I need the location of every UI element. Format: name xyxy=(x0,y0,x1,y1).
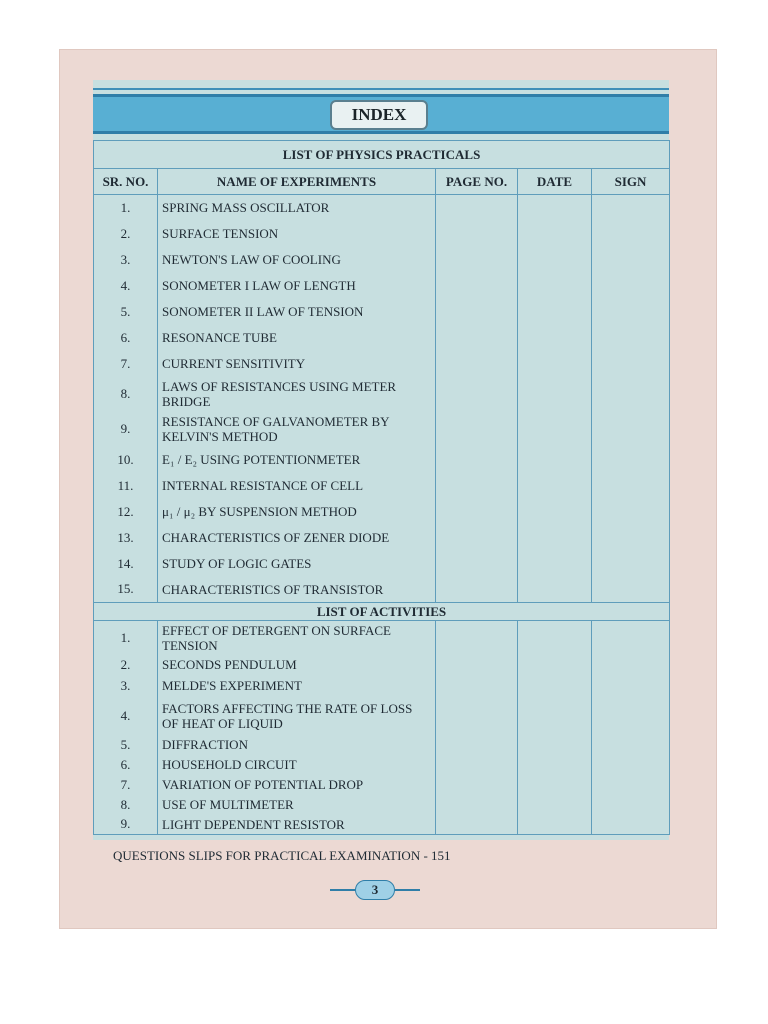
sr-number: 14. xyxy=(94,551,158,577)
practical-row xyxy=(94,299,670,325)
page-title: INDEX xyxy=(330,100,428,130)
page-no-cell xyxy=(436,273,518,299)
date-cell xyxy=(518,621,592,655)
date-cell xyxy=(518,499,592,525)
experiment-name: LAWS OF RESISTANCES USING METER BRIDGE xyxy=(158,377,436,412)
page-no-cell xyxy=(436,525,518,551)
sign-cell xyxy=(592,499,670,525)
experiment-name: SPRING MASS OSCILLATOR xyxy=(158,195,436,221)
date-cell xyxy=(518,221,592,247)
col-sr-no: SR. NO. xyxy=(94,169,158,195)
sr-number: 1. xyxy=(94,195,158,221)
sign-cell xyxy=(592,525,670,551)
experiment-name: CHARACTERISTICS OF ZENER DIODE xyxy=(158,525,436,551)
date-cell xyxy=(518,325,592,351)
sr-number: 4. xyxy=(94,273,158,299)
practical-row xyxy=(94,473,670,499)
sign-cell xyxy=(592,551,670,577)
col-name: NAME OF EXPERIMENTS xyxy=(158,169,436,195)
decorative-rule xyxy=(330,889,355,891)
date-cell xyxy=(518,299,592,325)
practical-row xyxy=(94,412,670,447)
practical-row xyxy=(94,351,670,377)
activity-row xyxy=(94,815,670,835)
sign-cell xyxy=(592,655,670,675)
sr-number: 3. xyxy=(94,675,158,697)
date-cell xyxy=(518,412,592,447)
physics-section-title: LIST OF PHYSICS PRACTICALS xyxy=(94,141,670,169)
page-no-cell xyxy=(436,325,518,351)
activity-row xyxy=(94,735,670,755)
sign-cell xyxy=(592,247,670,273)
date-cell xyxy=(518,247,592,273)
col-sign: SIGN xyxy=(592,169,670,195)
sr-number: 8. xyxy=(94,377,158,412)
experiment-name: VARIATION OF POTENTIAL DROP xyxy=(158,775,436,795)
experiment-name: DIFFRACTION xyxy=(158,735,436,755)
sr-number: 8. xyxy=(94,795,158,815)
col-date: DATE xyxy=(518,169,592,195)
date-cell xyxy=(518,655,592,675)
page-no-cell xyxy=(436,697,518,735)
sr-number: 2. xyxy=(94,221,158,247)
experiment-name: USE OF MULTIMETER xyxy=(158,795,436,815)
page-no-cell xyxy=(436,473,518,499)
page-no-cell xyxy=(436,551,518,577)
page-no-cell xyxy=(436,195,518,221)
col-page-no: PAGE NO. xyxy=(436,169,518,195)
sr-number: 13. xyxy=(94,525,158,551)
experiment-name: EFFECT OF DETERGENT ON SURFACE TENSION xyxy=(158,621,436,655)
physics-section-header xyxy=(94,141,670,169)
sign-cell xyxy=(592,755,670,775)
page-no-cell xyxy=(436,655,518,675)
date-cell xyxy=(518,447,592,473)
page-no-cell xyxy=(436,351,518,377)
sign-cell xyxy=(592,815,670,835)
experiment-name: INTERNAL RESISTANCE OF CELL xyxy=(158,473,436,499)
practical-row xyxy=(94,195,670,221)
page-no-cell xyxy=(436,675,518,697)
sr-number: 6. xyxy=(94,325,158,351)
page-no-cell xyxy=(436,412,518,447)
page-no-cell xyxy=(436,735,518,755)
footer-note: QUESTIONS SLIPS FOR PRACTICAL EXAMINATION - 151 xyxy=(113,848,451,863)
index-table xyxy=(93,140,670,835)
decorative-rule xyxy=(395,889,420,891)
page-number: 3 xyxy=(355,880,395,900)
activity-row xyxy=(94,675,670,697)
date-cell xyxy=(518,755,592,775)
sr-number: 9. xyxy=(94,815,158,835)
experiment-name: RESISTANCE OF GALVANOMETER BY KELVIN'S METHOD xyxy=(158,412,436,447)
page-no-cell xyxy=(436,499,518,525)
sr-number: 7. xyxy=(94,775,158,795)
page-no-cell xyxy=(436,299,518,325)
activity-row xyxy=(94,775,670,795)
sr-number: 5. xyxy=(94,299,158,325)
experiment-name: μ₁ / μ₂ BY SUSPENSION METHOD xyxy=(158,499,436,525)
sign-cell xyxy=(592,447,670,473)
sign-cell xyxy=(592,675,670,697)
page-no-cell xyxy=(436,377,518,412)
activities-section-header xyxy=(94,603,670,621)
page-no-cell xyxy=(436,621,518,655)
decorative-rule xyxy=(93,88,669,90)
date-cell xyxy=(518,675,592,697)
activity-row xyxy=(94,755,670,775)
experiment-name: NEWTON'S LAW OF COOLING xyxy=(158,247,436,273)
page-no-cell xyxy=(436,247,518,273)
practical-row xyxy=(94,577,670,603)
practical-row xyxy=(94,325,670,351)
activity-row xyxy=(94,795,670,815)
sign-cell xyxy=(592,221,670,247)
experiment-name: CHARACTERISTICS OF TRANSISTOR xyxy=(158,577,436,603)
experiment-name: CURRENT SENSITIVITY xyxy=(158,351,436,377)
sr-number: 15. xyxy=(94,577,158,603)
practical-row xyxy=(94,447,670,473)
experiment-name: MELDE'S EXPERIMENT xyxy=(158,675,436,697)
sr-number: 5. xyxy=(94,735,158,755)
experiment-name: RESONANCE TUBE xyxy=(158,325,436,351)
experiment-name: SURFACE TENSION xyxy=(158,221,436,247)
sr-number: 7. xyxy=(94,351,158,377)
sign-cell xyxy=(592,621,670,655)
column-header-row xyxy=(94,169,670,195)
sr-number: 10. xyxy=(94,447,158,473)
sign-cell xyxy=(592,795,670,815)
experiment-name: STUDY OF LOGIC GATES xyxy=(158,551,436,577)
date-cell xyxy=(518,735,592,755)
sign-cell xyxy=(592,412,670,447)
sign-cell xyxy=(592,473,670,499)
sr-number: 1. xyxy=(94,621,158,655)
date-cell xyxy=(518,551,592,577)
experiment-name: SONOMETER II LAW OF TENSION xyxy=(158,299,436,325)
sign-cell xyxy=(592,273,670,299)
page-no-cell xyxy=(436,755,518,775)
date-cell xyxy=(518,815,592,835)
practical-row xyxy=(94,247,670,273)
date-cell xyxy=(518,195,592,221)
sr-number: 9. xyxy=(94,412,158,447)
sign-cell xyxy=(592,299,670,325)
practical-row xyxy=(94,273,670,299)
date-cell xyxy=(518,273,592,299)
practical-row xyxy=(94,221,670,247)
page-no-cell xyxy=(436,221,518,247)
date-cell xyxy=(518,377,592,412)
page-no-cell xyxy=(436,815,518,835)
date-cell xyxy=(518,351,592,377)
experiment-name: HOUSEHOLD CIRCUIT xyxy=(158,755,436,775)
practical-row xyxy=(94,499,670,525)
practical-row xyxy=(94,377,670,412)
date-cell xyxy=(518,577,592,603)
date-cell xyxy=(518,775,592,795)
experiment-name: FACTORS AFFECTING THE RATE OF LOSS OF HEAT OF LIQUID xyxy=(158,697,436,735)
experiment-name: SECONDS PENDULUM xyxy=(158,655,436,675)
date-cell xyxy=(518,473,592,499)
date-cell xyxy=(518,795,592,815)
date-cell xyxy=(518,525,592,551)
activity-row xyxy=(94,621,670,655)
sign-cell xyxy=(592,325,670,351)
sr-number: 4. xyxy=(94,697,158,735)
sign-cell xyxy=(592,735,670,755)
sign-cell xyxy=(592,697,670,735)
activity-row xyxy=(94,697,670,735)
date-cell xyxy=(518,697,592,735)
page-no-cell xyxy=(436,775,518,795)
sr-number: 6. xyxy=(94,755,158,775)
practical-row xyxy=(94,525,670,551)
sr-number: 12. xyxy=(94,499,158,525)
experiment-name: E₁ / E₂ USING POTENTIONMETER xyxy=(158,447,436,473)
experiment-name: SONOMETER I LAW OF LENGTH xyxy=(158,273,436,299)
sign-cell xyxy=(592,195,670,221)
page-no-cell xyxy=(436,795,518,815)
sign-cell xyxy=(592,377,670,412)
activities-section-title: LIST OF ACTIVITIES xyxy=(94,603,670,621)
page-no-cell xyxy=(436,577,518,603)
sign-cell xyxy=(592,351,670,377)
page-no-cell xyxy=(436,447,518,473)
sign-cell xyxy=(592,775,670,795)
sign-cell xyxy=(592,577,670,603)
sr-number: 2. xyxy=(94,655,158,675)
activity-row xyxy=(94,655,670,675)
sr-number: 11. xyxy=(94,473,158,499)
sr-number: 3. xyxy=(94,247,158,273)
practical-row xyxy=(94,551,670,577)
experiment-name: LIGHT DEPENDENT RESISTOR xyxy=(158,815,436,835)
